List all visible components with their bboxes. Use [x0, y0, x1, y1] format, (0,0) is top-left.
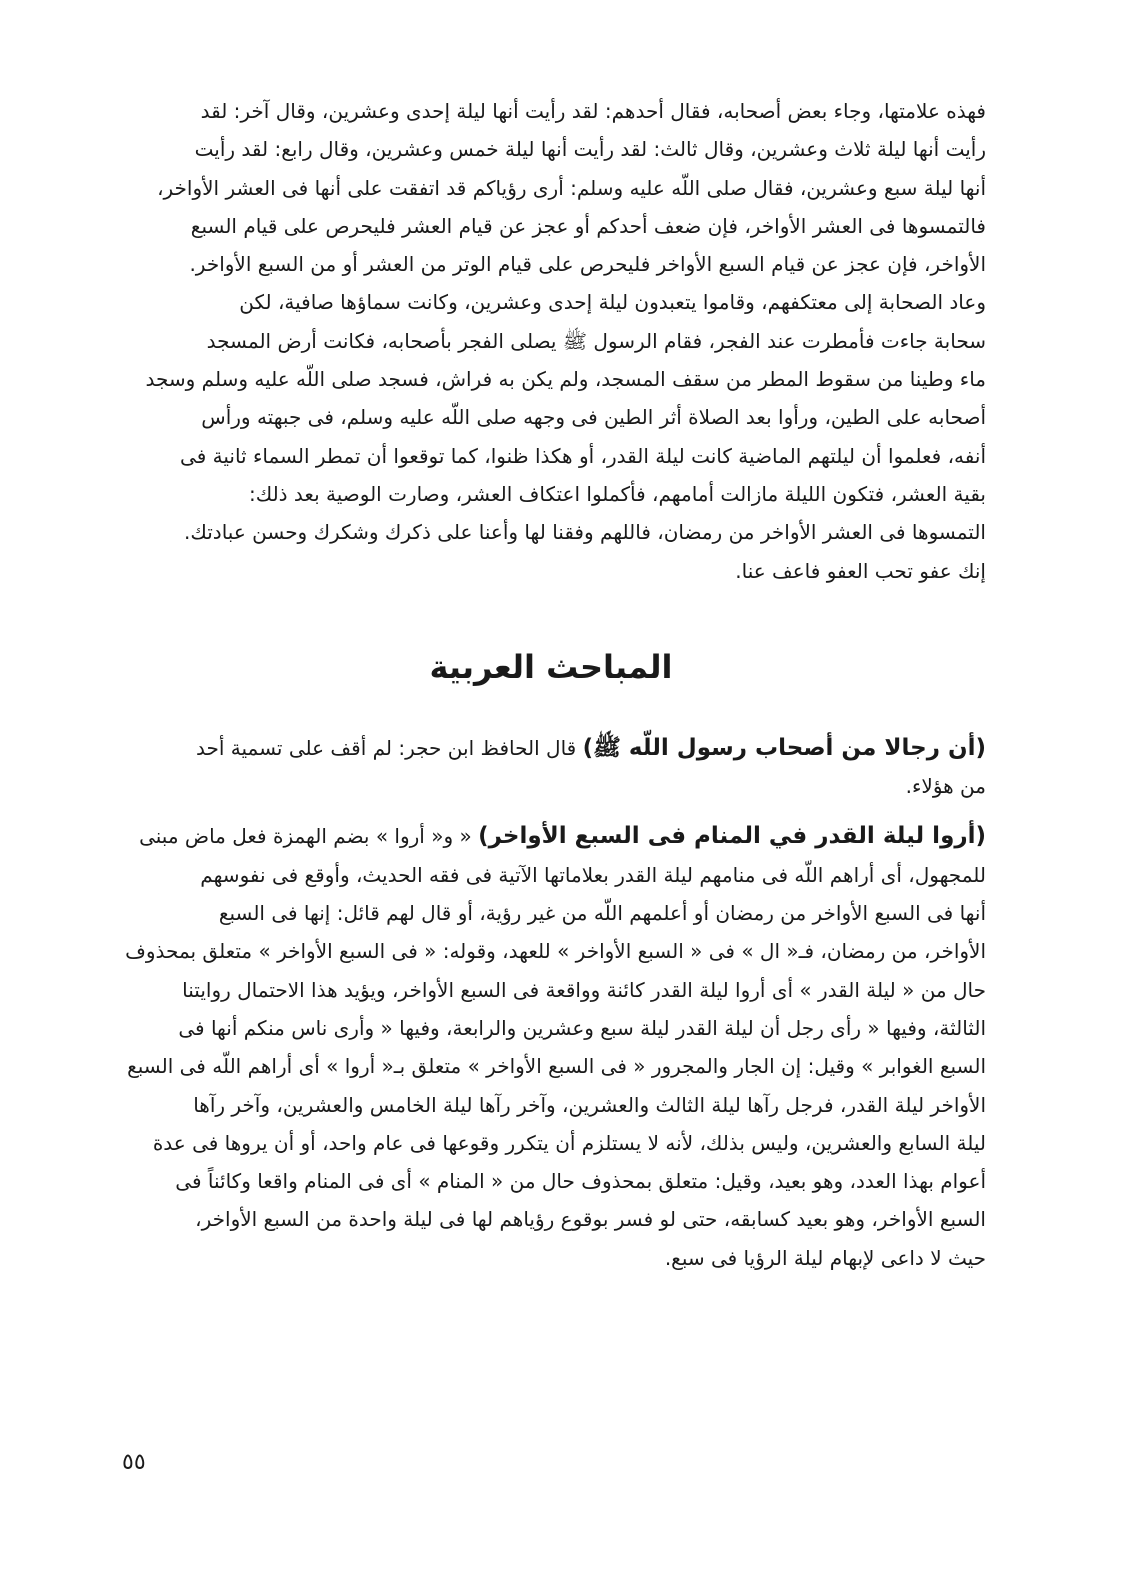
text-line	[116, 817, 986, 855]
text-line: ماء وطينا من سقوط المطر من سقف المسجد، ولم يكن به فراش، فسجد صلى اللّه عليه وسلم وسجد	[145, 367, 986, 392]
text-line	[116, 729, 986, 767]
text-line: السبع الغوابر » وقيل: إن الجار والمجرور « فى السبع الأواخر » متعلق بـ« أروا » أى أراهم اللّه فى السبع	[127, 1054, 986, 1079]
text-line: أنفه، فعلموا أن ليلتهم الماضية كانت ليلة القدر، أو هكذا ظنوا، كما توقعوا أن تمطر السماء ثانية فى	[180, 443, 986, 468]
section-lead: (أروا ليلة القدر في المنام فى السبع الأواخر)	[478, 823, 986, 850]
text-line: السبع الأواخر، وهو بعيد كسابقه، حتى لو فسر بوقوع رؤياهم لها فى ليلة واحدة من السبع الأواخر،	[195, 1207, 986, 1232]
intro-paragraph	[116, 92, 986, 590]
text-line: بقية العشر، فتكون الليلة مازالت أمامهم، فأكملوا اعتكاف العشر، وصارت الوصية بعد ذلك:	[248, 481, 986, 506]
text-line: رأيت أنها ليلة ثلاث وعشرين، وقال ثالث: لقد رأيت أنها ليلة خمس وعشرين، وقال رابع: لقد رأيت	[194, 137, 986, 162]
text-line: الأواخر، من رمضان، فـ« ال » فى « السبع الأواخر » للعهد، وقوله: « فى السبع الأواخر » متعلق بمحذوف	[125, 939, 986, 964]
text-line: فالتمسوها فى العشر الأواخر، فإن ضعف أحدكم أو عجز عن قيام العشر فليحرص على قيام السبع	[190, 213, 986, 238]
text-line: إنك عفو تحب العفو فاعف عنا.	[735, 558, 986, 583]
section-lead: (أن رجالا من أصحاب رسول اللّه ﷺ)	[582, 734, 986, 761]
text-line: الأواخر، فإن عجز عن قيام السبع الأواخر فليحرص على قيام الوتر من العشر أو من السبع الأواخر.	[189, 252, 986, 277]
section-text: « و« أروا » بضم الهمزة فعل ماض مبنى	[139, 824, 479, 849]
section-text: قال الحافظ ابن حجر: لم أقف على تسمية أحد	[195, 735, 583, 760]
section-dreams	[116, 817, 986, 1277]
text-line: سحابة جاءت فأمطرت عند الفجر، فقام الرسول ﷺ يصلى الفجر بأصحابه، فكانت أرض المسجد	[206, 328, 986, 353]
text-line: من هؤلاء.	[905, 774, 986, 799]
text-line: وعاد الصحابة إلى معتكفهم، وقاموا يتعبدون ليلة إحدى وعشرين، وكانت سماؤها صافية، لكن	[239, 290, 986, 315]
section-heading: المباحث العربية	[429, 647, 673, 686]
section-narrators	[116, 729, 986, 806]
text-line: فهذه علامتها، وجاء بعض أصحابه، فقال أحدهم: لقد رأيت أنها ليلة إحدى وعشرين، وقال آخر: لقد	[200, 99, 986, 123]
text-line: ليلة السابع والعشرين، وليس بذلك، لأنه لا يستلزم أن يتكرر وقوعها فى عام واحد، أو أن يروها فى عدة	[152, 1130, 986, 1155]
page-content	[116, 92, 986, 1289]
text-line: الأواخر ليلة القدر، فرجل رآها ليلة الثالث والعشرين، وآخر رآها ليلة الخامس والعشرين، وآخر رآها	[193, 1092, 986, 1117]
text-line: أنها فى السبع الأواخر من رمضان أو أعلمهم اللّه من غير رؤية، أو قال لهم قائل: إنها فى السبع	[218, 901, 986, 926]
text-line: أصحابه على الطين، ورأوا بعد الصلاة أثر الطين فى وجهه صلى اللّه عليه وسلم، فى جبهته ورأس	[201, 405, 986, 430]
text-line: حال من « ليلة القدر » أى أروا ليلة القدر كائنة وواقعة فى السبع الأواخر، ويؤيد هذا الاحتمال روايتنا	[182, 977, 986, 1002]
text-line: أنها ليلة سبع وعشرين، فقال صلى اللّه عليه وسلم: أرى رؤياكم قد اتفقت على أنها فى العشر الأواخر،	[157, 175, 986, 200]
text-line: التمسوها فى العشر الأواخر من رمضان، فاللهم وفقنا لها وأعنا على ذكرك وشكرك وحسن عبادتك.	[184, 520, 986, 545]
text-line: حيث لا داعى لإبهام ليلة الرؤيا فى سبع.	[664, 1245, 986, 1270]
page-number: ٥٥	[122, 1450, 146, 1475]
text-line: أعوام بهذا العدد، وهو بعيد، وقيل: متعلق بمحذوف حال من « المنام » أى فى المنام واقعا وكائناً فى	[175, 1169, 986, 1194]
text-line: الثالثة، وفيها « رأى رجل أن ليلة القدر ليلة سبع وعشرين والرابعة، وفيها « وأرى ناس منكم أنها فى	[178, 1015, 986, 1040]
text-line: للمجهول، أى أراهم اللّه فى منامهم ليلة القدر بعلاماتها الآتية فى فقه الحديث، وأوقع فى نفوسهم	[200, 862, 986, 887]
